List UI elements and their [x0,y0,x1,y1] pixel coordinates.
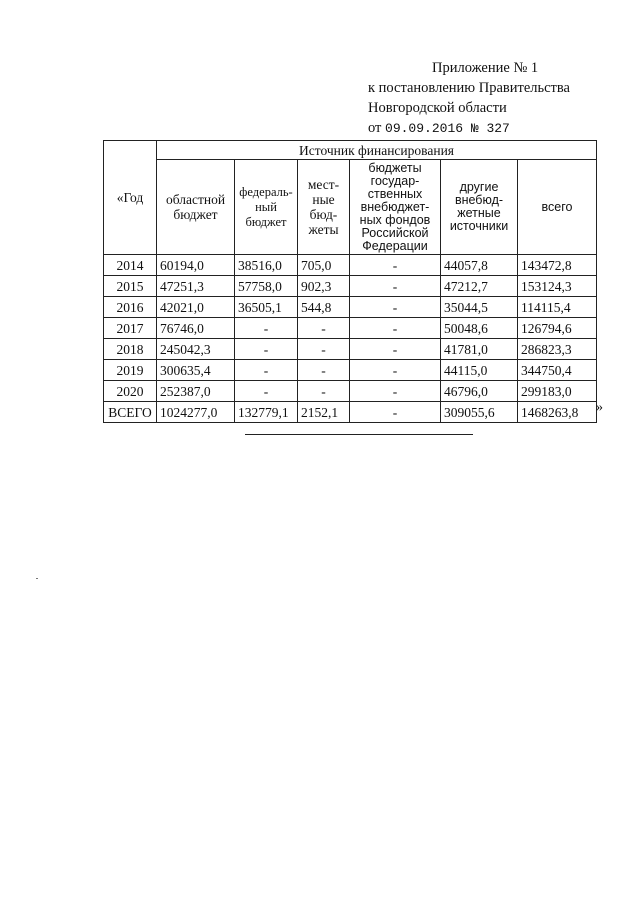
value-cell: 705,0 [298,255,350,276]
value-cell: 2152,1 [298,402,350,423]
value-cell: 286823,3 [518,339,597,360]
value-cell: - [235,381,298,402]
closing-quote: » [596,400,603,415]
value-cell: 245042,3 [157,339,235,360]
table-body [104,255,597,423]
value-cell: 1468263,8 [518,402,597,423]
column-header: всего [518,160,597,255]
appendix-title: Приложение № 1 [432,60,539,76]
value-cell: 60194,0 [157,255,235,276]
column-header: бюджеты государ-ственных внебюджет-ных фондов Российской Федерации [350,160,441,255]
value-cell: 46796,0 [441,381,518,402]
resolution-line: к постановлению Правительства [368,80,570,96]
value-cell: 300635,4 [157,360,235,381]
value-cell: - [350,276,441,297]
table-row [104,402,597,423]
table-row [104,339,597,360]
year-cell: 2019 [104,360,157,381]
value-cell: - [235,339,298,360]
value-cell: - [350,360,441,381]
separator-line [245,434,473,435]
year-cell: 2017 [104,318,157,339]
value-cell: 132779,1 [235,402,298,423]
value-cell: - [298,381,350,402]
year-cell: 2015 [104,276,157,297]
value-cell: - [350,255,441,276]
value-cell: 126794,6 [518,318,597,339]
value-cell: 1024277,0 [157,402,235,423]
appendix-header [368,58,628,139]
table-row [104,276,597,297]
value-cell: 344750,4 [518,360,597,381]
date-prefix: от [368,120,382,136]
value-cell: 44057,8 [441,255,518,276]
value-cell: 252387,0 [157,381,235,402]
value-cell: 153124,3 [518,276,597,297]
financing-table [103,140,597,423]
value-cell: 47212,7 [441,276,518,297]
table-row [104,255,597,276]
group-header: Источник финансирования [157,141,597,160]
year-cell: 2020 [104,381,157,402]
value-cell: 143472,8 [518,255,597,276]
value-cell: 44115,0 [441,360,518,381]
year-header: «Год [104,141,157,255]
value-cell: 114115,4 [518,297,597,318]
date-value: 09.09.2016 № 327 [385,121,510,136]
value-cell: 42021,0 [157,297,235,318]
value-cell: - [298,339,350,360]
value-cell: - [350,297,441,318]
table-header-row [104,141,597,160]
value-cell: - [350,318,441,339]
date-line [368,118,628,139]
value-cell: - [350,381,441,402]
value-cell: - [235,318,298,339]
column-header: федераль-ный бюджет [235,160,298,255]
value-cell: 36505,1 [235,297,298,318]
value-cell: 76746,0 [157,318,235,339]
value-cell: 41781,0 [441,339,518,360]
value-cell: 544,8 [298,297,350,318]
year-cell: 2014 [104,255,157,276]
year-cell: ВСЕГО [104,402,157,423]
table-row [104,360,597,381]
value-cell: 50048,6 [441,318,518,339]
table-row [104,318,597,339]
region-line: Новгородской области [368,100,507,116]
value-cell: 902,3 [298,276,350,297]
page-speck [36,578,38,579]
value-cell: 38516,0 [235,255,298,276]
value-cell: - [350,339,441,360]
value-cell: - [235,360,298,381]
value-cell: 299183,0 [518,381,597,402]
column-header: другие внебюд-жетные источники [441,160,518,255]
table-row [104,381,597,402]
column-header: мест-ные бюд-жеты [298,160,350,255]
value-cell: 47251,3 [157,276,235,297]
year-cell: 2018 [104,339,157,360]
value-cell: - [298,318,350,339]
year-cell: 2016 [104,297,157,318]
value-cell: - [298,360,350,381]
value-cell: 35044,5 [441,297,518,318]
value-cell: - [350,402,441,423]
table-subheader-row [104,160,597,255]
value-cell: 57758,0 [235,276,298,297]
column-header: областной бюджет [157,160,235,255]
table-row [104,297,597,318]
value-cell: 309055,6 [441,402,518,423]
